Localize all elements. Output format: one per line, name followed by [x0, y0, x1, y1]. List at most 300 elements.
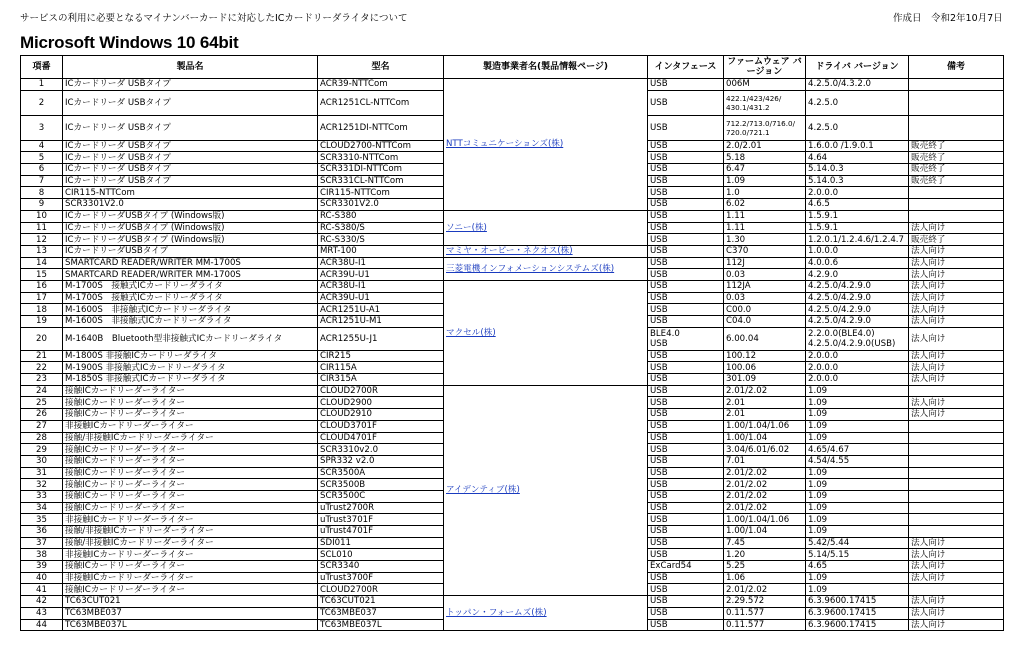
- cell-product: M-1700S 接触式ICカードリーダライタ: [63, 292, 318, 304]
- cell-maker-link[interactable]: トッパン・フォームズ(株): [444, 596, 648, 631]
- cell-driver: 1.5.9.1: [806, 222, 909, 234]
- cell-product: ICカードリーダ USBタイプ: [63, 140, 318, 152]
- cell-firmware: 2.01: [724, 409, 806, 421]
- cell-interface: USB: [648, 257, 724, 269]
- cell-driver: 5.14.0.3: [806, 175, 909, 187]
- cell-product: ICカードリーダ USBタイプ: [63, 79, 318, 91]
- cell-no: 27: [21, 420, 63, 432]
- cell-interface: USB: [648, 572, 724, 584]
- cell-product: M-1900S 非接触式ICカードリーダライタ: [63, 362, 318, 374]
- table-row: [21, 596, 1004, 608]
- cell-product: SMARTCARD READER/WRITER MM-1700S: [63, 257, 318, 269]
- cell-notes: 販売終了: [909, 164, 1004, 176]
- cell-model: SCR3310-NTTCom: [318, 152, 444, 164]
- cell-firmware: 1.00/1.04/1.06: [724, 514, 806, 526]
- cell-no: 8: [21, 187, 63, 199]
- cell-product: 非接触ICカードリーダーライター: [63, 420, 318, 432]
- cell-firmware: 7.45: [724, 537, 806, 549]
- cell-product: ICカードリーダ USBタイプ: [63, 90, 318, 115]
- cell-firmware: 2.01/2.02: [724, 385, 806, 397]
- cell-firmware: 1.00/1.04/1.06: [724, 420, 806, 432]
- cell-notes: [909, 420, 1004, 432]
- cell-notes: 法人向け: [909, 222, 1004, 234]
- cell-no: 16: [21, 280, 63, 292]
- cell-interface: USB: [648, 467, 724, 479]
- cell-notes: [909, 432, 1004, 444]
- cell-no: 43: [21, 607, 63, 619]
- cell-driver: 5.14.0.3: [806, 164, 909, 176]
- cell-firmware: 112JA: [724, 280, 806, 292]
- cell-interface: USB: [648, 607, 724, 619]
- cell-product: 接触ICカードリーダーライター: [63, 397, 318, 409]
- cell-model: uTrust2700R: [318, 502, 444, 514]
- cell-driver: 1.09: [806, 397, 909, 409]
- cell-no: 36: [21, 526, 63, 538]
- cell-interface: USB: [648, 502, 724, 514]
- cell-notes: 法人向け: [909, 269, 1004, 281]
- cell-notes: [909, 187, 1004, 199]
- cell-no: 39: [21, 561, 63, 573]
- cell-no: 33: [21, 490, 63, 502]
- table-row: [21, 257, 1004, 269]
- cell-interface: USB: [648, 79, 724, 91]
- cell-firmware: 006M: [724, 79, 806, 91]
- cell-driver: 1.09: [806, 584, 909, 596]
- cell-driver: 4.0.0.6: [806, 257, 909, 269]
- cell-firmware: 1.0: [724, 187, 806, 199]
- cell-model: SCR331CL-NTTCom: [318, 175, 444, 187]
- col-header-model: 型名: [318, 56, 444, 79]
- col-header-driver: ドライバ バージョン: [806, 56, 909, 79]
- cell-model: CLOUD4701F: [318, 432, 444, 444]
- cell-interface: USB: [648, 514, 724, 526]
- cell-model: CIR115A: [318, 362, 444, 374]
- cell-notes: 法人向け: [909, 619, 1004, 631]
- cell-model: uTrust3701F: [318, 514, 444, 526]
- cell-driver: 5.42/5.44: [806, 537, 909, 549]
- cell-notes: 販売終了: [909, 152, 1004, 164]
- cell-product: M-1850S 非接触式ICカードリーダライタ: [63, 374, 318, 386]
- cell-firmware: 0.11.577: [724, 619, 806, 631]
- cell-notes: [909, 526, 1004, 538]
- cell-product: M-1600S 非接触式ICカードリーダライタ: [63, 304, 318, 316]
- cell-interface: USB: [648, 164, 724, 176]
- cell-product: 非接触ICカードリーダーライター: [63, 572, 318, 584]
- cell-driver: 1.09: [806, 490, 909, 502]
- cell-driver: 6.3.9600.17415: [806, 619, 909, 631]
- cell-firmware: 1.20: [724, 549, 806, 561]
- cell-no: 40: [21, 572, 63, 584]
- cell-maker-link[interactable]: マミヤ・オーピー・ネクオス(株): [444, 245, 648, 257]
- cell-firmware: 2.01: [724, 397, 806, 409]
- cell-model: SDI011: [318, 537, 444, 549]
- cell-product: 接触ICカードリーダーライター: [63, 444, 318, 456]
- cell-no: 34: [21, 502, 63, 514]
- cell-product: TC63MBE037: [63, 607, 318, 619]
- cell-no: 18: [21, 304, 63, 316]
- cell-notes: [909, 514, 1004, 526]
- cell-no: 5: [21, 152, 63, 164]
- cell-notes: [909, 490, 1004, 502]
- cell-driver: 1.09: [806, 385, 909, 397]
- cell-model: uTrust4701F: [318, 526, 444, 538]
- cell-no: 28: [21, 432, 63, 444]
- cell-driver: 4.65: [806, 561, 909, 573]
- cell-driver: 6.3.9600.17415: [806, 607, 909, 619]
- cell-product: 接触/非接触ICカードリーダーライター: [63, 537, 318, 549]
- cell-no: 14: [21, 257, 63, 269]
- cell-product: 接触ICカードリーダーライター: [63, 467, 318, 479]
- cell-no: 7: [21, 175, 63, 187]
- cell-interface: USB: [648, 455, 724, 467]
- cell-notes: [909, 385, 1004, 397]
- cell-driver: 4.2.5.0/4.2.9.0: [806, 292, 909, 304]
- cell-model: SCR331DI-NTTCom: [318, 164, 444, 176]
- cell-interface: USB: [648, 549, 724, 561]
- cell-firmware: 2.01/2.02: [724, 490, 806, 502]
- cell-driver: 2.0.0.0: [806, 187, 909, 199]
- document-title: サービスの利用に必要となるマイナンバーカードに対応したICカードリーダライタについて: [20, 13, 408, 24]
- cell-model: SCR3340: [318, 561, 444, 573]
- cell-interface: USB: [648, 526, 724, 538]
- cell-notes: 法人向け: [909, 596, 1004, 608]
- cell-interface: USB: [648, 385, 724, 397]
- cell-notes: 販売終了: [909, 140, 1004, 152]
- cell-model: CLOUD2900: [318, 397, 444, 409]
- cell-no: 3: [21, 115, 63, 140]
- cell-firmware: 100.06: [724, 362, 806, 374]
- cell-interface: USB: [648, 140, 724, 152]
- cell-notes: 販売終了: [909, 234, 1004, 246]
- cell-model: SCR3500C: [318, 490, 444, 502]
- cell-firmware: 5.18: [724, 152, 806, 164]
- cell-product: 非接触ICカードリーダーライター: [63, 514, 318, 526]
- cell-notes: 法人向け: [909, 327, 1004, 350]
- cell-model: MRT-100: [318, 245, 444, 257]
- cell-firmware: 0.03: [724, 292, 806, 304]
- cell-model: ACR38U-I1: [318, 257, 444, 269]
- cell-firmware: 5.25: [724, 561, 806, 573]
- table-row: [21, 210, 1004, 222]
- cell-notes: [909, 444, 1004, 456]
- cell-interface: USB: [648, 537, 724, 549]
- cell-product: ICカードリーダUSBタイプ (Windows版): [63, 222, 318, 234]
- table-body: [21, 79, 1004, 631]
- cell-model: ACR39U-U1: [318, 292, 444, 304]
- cell-firmware: 301.09: [724, 374, 806, 386]
- cell-model: ACR1251DI-NTTCom: [318, 115, 444, 140]
- cell-firmware: C370: [724, 245, 806, 257]
- cell-model: SCR3310v2.0: [318, 444, 444, 456]
- cell-notes: 法人向け: [909, 292, 1004, 304]
- cell-no: 21: [21, 350, 63, 362]
- cell-model: CLOUD2700R: [318, 385, 444, 397]
- cell-notes: 法人向け: [909, 572, 1004, 584]
- cell-driver: 4.2.5.0/4.3.2.0: [806, 79, 909, 91]
- cell-firmware: 112J: [724, 257, 806, 269]
- cell-interface: USB: [648, 210, 724, 222]
- cell-model: ACR39U-U1: [318, 269, 444, 281]
- cell-model: RC-S380/S: [318, 222, 444, 234]
- cell-driver: 4.2.5.0: [806, 90, 909, 115]
- col-header-interface: インタフェース: [648, 56, 724, 79]
- cell-model: TC63MBE037L: [318, 619, 444, 631]
- cell-driver: 4.64: [806, 152, 909, 164]
- table-row: [21, 280, 1004, 292]
- cell-model: TC63MBE037: [318, 607, 444, 619]
- cell-firmware: 1.00/1.04: [724, 526, 806, 538]
- cell-product: ICカードリーダ USBタイプ: [63, 175, 318, 187]
- cell-notes: 法人向け: [909, 374, 1004, 386]
- cell-no: 35: [21, 514, 63, 526]
- cell-notes: [909, 210, 1004, 222]
- cell-interface: USB: [648, 316, 724, 328]
- cell-no: 22: [21, 362, 63, 374]
- cell-driver: 4.65/4.67: [806, 444, 909, 456]
- cell-interface: USB: [648, 234, 724, 246]
- cell-driver: 1.09: [806, 467, 909, 479]
- cell-model: TC63CUT021: [318, 596, 444, 608]
- cell-driver: 1.09: [806, 502, 909, 514]
- cell-driver: 1.09: [806, 572, 909, 584]
- cell-driver: 5.14/5.15: [806, 549, 909, 561]
- cell-no: 32: [21, 479, 63, 491]
- cell-driver: 4.2.5.0: [806, 115, 909, 140]
- cell-interface: USB: [648, 152, 724, 164]
- cell-no: 6: [21, 164, 63, 176]
- cell-notes: 法人向け: [909, 549, 1004, 561]
- cell-model: CLOUD2910: [318, 409, 444, 421]
- cell-driver: 4.2.5.0/4.2.9.0: [806, 304, 909, 316]
- cell-notes: 法人向け: [909, 607, 1004, 619]
- cell-firmware: 0.03: [724, 269, 806, 281]
- cell-product: SMARTCARD READER/WRITER MM-1700S: [63, 269, 318, 281]
- cell-interface: USB: [648, 90, 724, 115]
- cell-interface: USB: [648, 199, 724, 211]
- cell-firmware: 0.11.577: [724, 607, 806, 619]
- cell-driver: 1.6.0.0 /1.9.0.1: [806, 140, 909, 152]
- cell-product: ICカードリーダUSBタイプ: [63, 245, 318, 257]
- cell-driver: 1.09: [806, 420, 909, 432]
- os-heading: Microsoft Windows 10 64bit: [20, 33, 239, 52]
- cell-no: 26: [21, 409, 63, 421]
- cell-driver: 4.2.5.0/4.2.9.0: [806, 316, 909, 328]
- cell-notes: [909, 502, 1004, 514]
- cell-driver: 6.3.9600.17415: [806, 596, 909, 608]
- cell-driver: 2.2.0.0(BLE4.0) 4.2.5.0/4.2.9.0(USB): [806, 327, 909, 350]
- cell-product: 接触ICカードリーダーライター: [63, 502, 318, 514]
- cell-driver: 2.0.0.0: [806, 362, 909, 374]
- cell-product: ICカードリーダUSBタイプ (Windows版): [63, 234, 318, 246]
- cell-model: CLOUD2700-NTTCom: [318, 140, 444, 152]
- cell-product: ICカードリーダ USBタイプ: [63, 164, 318, 176]
- cell-notes: 法人向け: [909, 245, 1004, 257]
- cell-model: ACR1251CL-NTTCom: [318, 90, 444, 115]
- cell-model: CIR115-NTTCom: [318, 187, 444, 199]
- cell-firmware: 422.1/423/426/ 430.1/431.2: [724, 90, 806, 115]
- cell-notes: 法人向け: [909, 561, 1004, 573]
- cell-interface: USB: [648, 362, 724, 374]
- cell-product: M-1640B Bluetooth型非接触式ICカードリーダライタ: [63, 327, 318, 350]
- reader-table: [20, 55, 1004, 631]
- cell-product: CIR115-NTTCom: [63, 187, 318, 199]
- cell-product: ICカードリーダUSBタイプ (Windows版): [63, 210, 318, 222]
- cell-product: 接触ICカードリーダーライター: [63, 409, 318, 421]
- cell-notes: [909, 115, 1004, 140]
- cell-interface: USB: [648, 409, 724, 421]
- cell-firmware: 2.01/2.02: [724, 502, 806, 514]
- cell-firmware: 6.02: [724, 199, 806, 211]
- cell-notes: [909, 467, 1004, 479]
- cell-no: 29: [21, 444, 63, 456]
- cell-notes: 法人向け: [909, 350, 1004, 362]
- cell-notes: [909, 479, 1004, 491]
- table-header-row: [21, 56, 1004, 79]
- cell-notes: 法人向け: [909, 409, 1004, 421]
- cell-notes: 法人向け: [909, 280, 1004, 292]
- cell-interface: USB: [648, 596, 724, 608]
- cell-model: RC-S380: [318, 210, 444, 222]
- cell-product: M-1800S 非接触ICカードリーダライタ: [63, 350, 318, 362]
- cell-notes: 法人向け: [909, 257, 1004, 269]
- cell-product: M-1700S 接触式ICカードリーダライタ: [63, 280, 318, 292]
- cell-product: 接触ICカードリーダーライター: [63, 584, 318, 596]
- cell-maker-link[interactable]: 三菱電機インフォメーションシステムズ(株): [444, 257, 648, 280]
- cell-model: CIR315A: [318, 374, 444, 386]
- cell-driver: 2.0.0.0: [806, 374, 909, 386]
- cell-product: TC63MBE037L: [63, 619, 318, 631]
- cell-interface: USB: [648, 269, 724, 281]
- cell-interface: USB: [648, 584, 724, 596]
- cell-notes: 法人向け: [909, 362, 1004, 374]
- cell-driver: 1.09: [806, 479, 909, 491]
- cell-model: ACR1251U-M1: [318, 316, 444, 328]
- cell-model: SCL010: [318, 549, 444, 561]
- cell-no: 41: [21, 584, 63, 596]
- cell-interface: USB: [648, 374, 724, 386]
- cell-model: ACR38U-I1: [318, 280, 444, 292]
- cell-notes: [909, 455, 1004, 467]
- cell-driver: 1.5.9.1: [806, 210, 909, 222]
- cell-notes: 法人向け: [909, 537, 1004, 549]
- cell-no: 4: [21, 140, 63, 152]
- cell-interface: USB: [648, 304, 724, 316]
- cell-maker-link[interactable]: マクセル(株): [444, 280, 648, 385]
- cell-product: 接触/非接触ICカードリーダーライター: [63, 432, 318, 444]
- cell-notes: 販売終了: [909, 175, 1004, 187]
- cell-no: 15: [21, 269, 63, 281]
- col-header-notes: 備考: [909, 56, 1004, 79]
- cell-model: SPR332 v2.0: [318, 455, 444, 467]
- cell-notes: 法人向け: [909, 397, 1004, 409]
- cell-interface: USB: [648, 350, 724, 362]
- col-header-firmware: ファームウェア バージョン: [724, 56, 806, 79]
- cell-driver: 2.0.0.0: [806, 350, 909, 362]
- cell-no: 19: [21, 316, 63, 328]
- cell-no: 38: [21, 549, 63, 561]
- cell-driver: 1.09: [806, 409, 909, 421]
- cell-product: 接触ICカードリーダーライター: [63, 385, 318, 397]
- col-header-product: 製品名: [63, 56, 318, 79]
- cell-product: M-1600S 非接触式ICカードリーダライタ: [63, 316, 318, 328]
- cell-model: CLOUD2700R: [318, 584, 444, 596]
- table-row: [21, 385, 1004, 397]
- cell-maker-link[interactable]: NTTコミュニケーションズ(株): [444, 79, 648, 211]
- cell-model: uTrust3700F: [318, 572, 444, 584]
- cell-no: 13: [21, 245, 63, 257]
- cell-no: 17: [21, 292, 63, 304]
- cell-no: 42: [21, 596, 63, 608]
- cell-maker-link[interactable]: アイデンティブ(株): [444, 385, 648, 595]
- cell-driver: 4.6.5: [806, 199, 909, 211]
- cell-interface: USB: [648, 619, 724, 631]
- cell-interface: USB: [648, 420, 724, 432]
- cell-no: 30: [21, 455, 63, 467]
- cell-product: 接触ICカードリーダーライター: [63, 455, 318, 467]
- col-header-maker: 製造事業者名(製品情報ページ): [444, 56, 648, 79]
- cell-interface: USB: [648, 187, 724, 199]
- cell-product: SCR3301V2.0: [63, 199, 318, 211]
- cell-interface: USB: [648, 115, 724, 140]
- cell-model: ACR1255U-J1: [318, 327, 444, 350]
- cell-product: 非接触ICカードリーダーライター: [63, 549, 318, 561]
- cell-driver: 1.09: [806, 432, 909, 444]
- cell-no: 44: [21, 619, 63, 631]
- cell-interface: USB: [648, 490, 724, 502]
- cell-driver: 1.09: [806, 514, 909, 526]
- cell-interface: BLE4.0 USB: [648, 327, 724, 350]
- cell-no: 25: [21, 397, 63, 409]
- cell-product: ICカードリーダ USBタイプ: [63, 152, 318, 164]
- cell-product: 接触ICカードリーダーライター: [63, 561, 318, 573]
- cell-no: 24: [21, 385, 63, 397]
- cell-driver: 4.2.5.0/4.2.9.0: [806, 280, 909, 292]
- cell-maker-link[interactable]: ソニー(株): [444, 210, 648, 245]
- cell-notes: [909, 79, 1004, 91]
- cell-driver: 4.54/4.55: [806, 455, 909, 467]
- cell-notes: [909, 199, 1004, 211]
- table-row: [21, 245, 1004, 257]
- cell-firmware: 100.12: [724, 350, 806, 362]
- cell-firmware: 712.2/713.0/716.0/ 720.0/721.1: [724, 115, 806, 140]
- cell-no: 10: [21, 210, 63, 222]
- cell-interface: USB: [648, 175, 724, 187]
- cell-no: 37: [21, 537, 63, 549]
- cell-no: 11: [21, 222, 63, 234]
- cell-no: 23: [21, 374, 63, 386]
- cell-model: SCR3500A: [318, 467, 444, 479]
- cell-product: TC63CUT021: [63, 596, 318, 608]
- cell-interface: USB: [648, 397, 724, 409]
- creation-date: 作成日 令和2年10月7日: [893, 13, 1003, 24]
- cell-notes: 法人向け: [909, 304, 1004, 316]
- cell-model: SCR3301V2.0: [318, 199, 444, 211]
- cell-notes: 法人向け: [909, 316, 1004, 328]
- cell-firmware: 2.0/2.01: [724, 140, 806, 152]
- cell-driver: 1.0.0.0: [806, 245, 909, 257]
- cell-interface: ExCard54: [648, 561, 724, 573]
- cell-driver: 4.2.9.0: [806, 269, 909, 281]
- cell-firmware: 1.30: [724, 234, 806, 246]
- cell-firmware: 7.01: [724, 455, 806, 467]
- cell-firmware: 1.06: [724, 572, 806, 584]
- cell-no: 2: [21, 90, 63, 115]
- cell-interface: USB: [648, 292, 724, 304]
- cell-interface: USB: [648, 432, 724, 444]
- cell-interface: USB: [648, 444, 724, 456]
- cell-notes: [909, 584, 1004, 596]
- cell-driver: 1.2.0.1/1.2.4.6/1.2.4.7: [806, 234, 909, 246]
